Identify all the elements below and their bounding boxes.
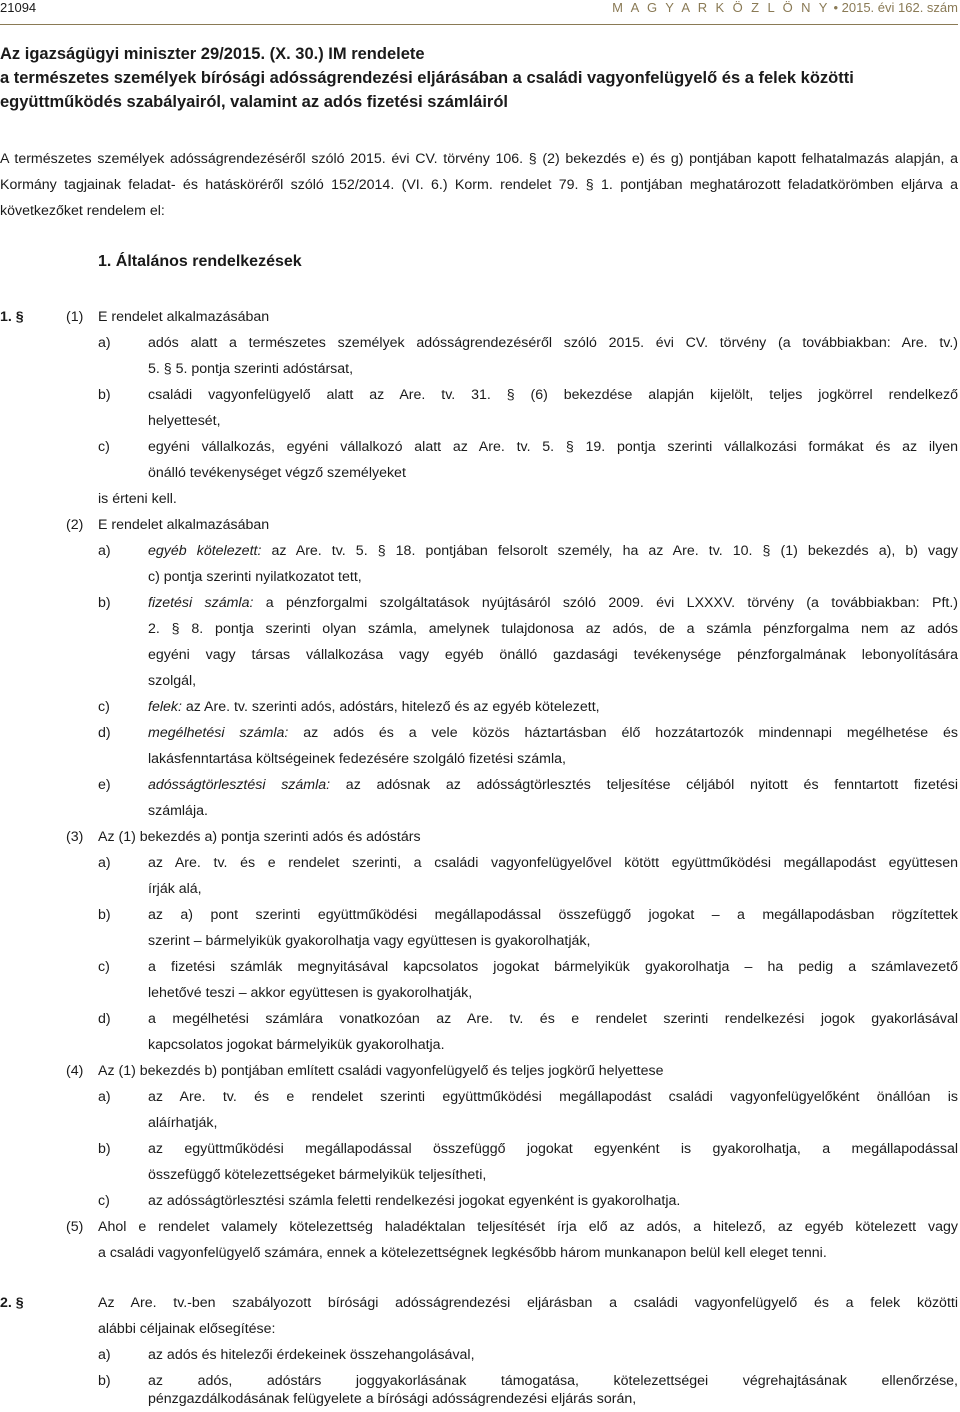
paragraph-number: (5) bbox=[66, 1219, 84, 1235]
item-label: b) bbox=[98, 595, 111, 611]
item-text: helyettesét, bbox=[148, 413, 221, 429]
item-text: az adósságtörlesztési számla feletti rendelkezési jogokat egyenként is gyakorolhatja. bbox=[148, 1193, 681, 1209]
item-text: adósságtörlesztési számla: az adósnak az adósságtörlesztés teljesítése céljából nyitott és fenntartott fizetési bbox=[148, 777, 958, 793]
defined-term: fizetési számla: bbox=[148, 595, 254, 611]
item-text: önálló tevékenységet végző személyeket bbox=[148, 465, 406, 481]
section-number: 2. § bbox=[0, 1295, 24, 1311]
item-text: az Are. tv. és e rendelet szerinti együttműködési megállapodást családi vagyonfelügyelőként önállóan is bbox=[148, 1089, 958, 1105]
title-line: együttműködés szabályairól, valamint az adós fizetési számláiról bbox=[0, 93, 509, 111]
paragraph-text: Ahol e rendelet valamely kötelezettség haladéktalan teljesítését írja elő az adós, a hitelező, az egyéb kötelezett vagy bbox=[98, 1219, 958, 1235]
item-label: c) bbox=[98, 959, 110, 975]
item-label: b) bbox=[98, 1141, 111, 1157]
issue-number: 2015. évi 162. szám bbox=[841, 0, 958, 15]
paragraph-number: (2) bbox=[66, 517, 84, 533]
item-text: a megélhetési számlára vonatkozóan az Are. tv. és e rendelet szerinti rendelkezési jogok gyakorlásával bbox=[148, 1011, 958, 1027]
defined-term: adósságtörlesztési számla: bbox=[148, 777, 331, 793]
item-text: fizetési számla: a pénzforgalmi szolgáltatások nyújtásáról szóló 2009. évi LXXXV. törvény (a továbbiakban: Pft.) bbox=[148, 595, 958, 611]
paragraph-number: (4) bbox=[66, 1063, 84, 1079]
item-label: c) bbox=[98, 1193, 110, 1209]
item-text: c) pontja szerinti nyilatkozatot tett, bbox=[148, 569, 362, 585]
page-number: 21094 bbox=[0, 0, 37, 15]
item-label: d) bbox=[98, 1011, 111, 1027]
section-number: 1. § bbox=[0, 309, 24, 325]
publication-info bbox=[612, 0, 958, 16]
section-text: Az Are. tv.-ben szabályozott bírósági adósságrendezési eljárásban a családi vagyonfelügyelő és a felek közötti bbox=[98, 1295, 958, 1311]
item-text: megélhetési számla: az adós és a vele közös háztartásban élő hozzátartozók mindennapi megélhetése és bbox=[148, 725, 958, 741]
item-label: a) bbox=[98, 1347, 111, 1363]
item-label: a) bbox=[98, 543, 111, 559]
page-header bbox=[0, 0, 958, 22]
paragraph-number: (3) bbox=[66, 829, 84, 845]
item-label: e) bbox=[98, 777, 111, 793]
item-text: írják alá, bbox=[148, 881, 202, 897]
item-text: az adós és hitelezői érdekeinek összehangolásával, bbox=[148, 1347, 475, 1363]
item-label: c) bbox=[98, 699, 110, 715]
paragraph-lead: E rendelet alkalmazásában bbox=[98, 309, 270, 325]
defined-term: egyéb kötelezett: bbox=[148, 543, 262, 559]
paragraph-tail: is érteni kell. bbox=[98, 491, 177, 507]
item-label: b) bbox=[98, 907, 111, 923]
item-text: az Are. tv. és e rendelet szerinti, a családi vagyonfelügyelővel kötött együttműködési megállapodást együttesen bbox=[148, 855, 958, 871]
item-text: szerint – bármelyikük gyakorolhatja vagy együttesen is gyakorolhatják, bbox=[148, 933, 591, 949]
item-text: számlája. bbox=[148, 803, 208, 819]
header-rule bbox=[0, 24, 958, 25]
paragraph-number: (1) bbox=[66, 309, 84, 325]
item-text: az adós, adóstárs joggyakorlásának támogatása, kötelezettségei végrehajtásának ellenőrzése, bbox=[148, 1373, 958, 1389]
item-text: felek: az Are. tv. szerinti adós, adóstárs, hitelező és az egyéb kötelezett, bbox=[148, 699, 600, 715]
paragraph-lead: Az (1) bekezdés a) pontja szerinti adós és adóstárs bbox=[98, 829, 421, 845]
item-text: szolgál, bbox=[148, 673, 197, 689]
item-label: d) bbox=[98, 725, 111, 741]
item-label: a) bbox=[98, 1089, 111, 1105]
item-text: összefüggő kötelezettségeket bármelyikük teljesítheti, bbox=[148, 1167, 487, 1183]
item-text: adós alatt a természetes személyek adósságrendezéséről szóló 2015. évi CV. törvény (a továbbiakban: Are. tv.) bbox=[148, 335, 958, 351]
item-text: aláírhatják, bbox=[148, 1115, 218, 1131]
item-text: pénzgazdálkodásának felügyelete a bírósági adósságrendezési eljárás során, bbox=[148, 1391, 637, 1407]
item-text: kapcsolatos jogokat bármelyikük gyakorolhatja. bbox=[148, 1037, 445, 1053]
item-text: az együttműködési megállapodással összefüggő jogokat egyenként is gyakorolhatja, a megállapodással bbox=[148, 1141, 958, 1157]
paragraph-text: a családi vagyonfelügyelő számára, ennek a kötelezettségnek legkésőbb három munkanapon belül kell eleget tenni. bbox=[98, 1245, 827, 1261]
item-text: az a) pont szerinti együttműködési megállapodással összefüggő jogokat – a megállapodásban rögzítettek bbox=[148, 907, 958, 923]
item-label: a) bbox=[98, 335, 111, 351]
title-line: Az igazságügyi miniszter 29/2015. (X. 30.) IM rendelete bbox=[0, 45, 425, 63]
chapter-heading: 1. Általános rendelkezések bbox=[98, 253, 302, 270]
preamble: A természetes személyek adósságrendezéséről szóló 2015. évi CV. törvény 106. § (2) bekezdés e) és g) pontjában kapott felhatalmazás alapján, a Kormány tagjainak feladat- és hatásköréről szóló 152/2014. (VI. 6.) Korm. rendelet 79. § 1. pontjában meghatározott feladatkörömben eljárva a következőket rendelem el: bbox=[0, 151, 958, 219]
paragraph-lead: Az (1) bekezdés b) pontjában említett családi vagyonfelügyelő és teljes jogkörű helyettese bbox=[98, 1063, 664, 1079]
item-text: egyéni vagy társas vállalkozása vagy egyéb önálló gazdasági tevékenysége pénzforgalmának lebonyolítására bbox=[148, 647, 958, 663]
item-label: b) bbox=[98, 1373, 111, 1389]
section-text: alábbi céljainak elősegítése: bbox=[98, 1321, 276, 1337]
defined-term: felek: bbox=[148, 699, 182, 715]
item-text: lakásfenntartása költségeinek fedezésére szolgáló fizetési számla, bbox=[148, 751, 566, 767]
paragraph-lead: E rendelet alkalmazásában bbox=[98, 517, 270, 533]
item-label: a) bbox=[98, 855, 111, 871]
decree-title bbox=[0, 42, 958, 114]
publication-name: M A G Y A R K Ö Z L Ö N Y bbox=[612, 0, 830, 15]
item-text: egyéni vállalkozás, egyéni vállalkozó alatt az Are. tv. 5. § 19. pontja szerinti vállalkozási formákat és az ilyen bbox=[148, 439, 958, 455]
item-text: lehetővé teszi – akkor együttesen is gyakorolhatják, bbox=[148, 985, 473, 1001]
item-label: b) bbox=[98, 387, 111, 403]
item-text: 2. § 8. pontja szerinti olyan számla, amelynek tulajdonosa az adós, de a számla pénzforgalma nem az adós bbox=[148, 621, 958, 637]
defined-term: megélhetési számla: bbox=[148, 725, 289, 741]
item-text: családi vagyonfelügyelő alatt az Are. tv. 31. § (6) bekezdése alapján kijelölt, teljes jogkörrel rendelkező bbox=[148, 387, 958, 403]
header-separator: • bbox=[833, 0, 839, 15]
item-text: egyéb kötelezett: az Are. tv. 5. § 18. pontjában felsorolt személy, ha az Are. tv. 10. § (1) bekezdés a), b) vagy bbox=[148, 543, 958, 559]
title-line: a természetes személyek bírósági adósságrendezési eljárásában a családi vagyonfelügyelő és a felek közötti bbox=[0, 69, 854, 87]
item-text: a fizetési számlák megnyitásával kapcsolatos jogokat bármelyikük gyakorolhatja – ha pedig a számlavezető bbox=[148, 959, 958, 975]
item-text: 5. § 5. pontja szerinti adóstársat, bbox=[148, 361, 354, 377]
item-label: c) bbox=[98, 439, 110, 455]
